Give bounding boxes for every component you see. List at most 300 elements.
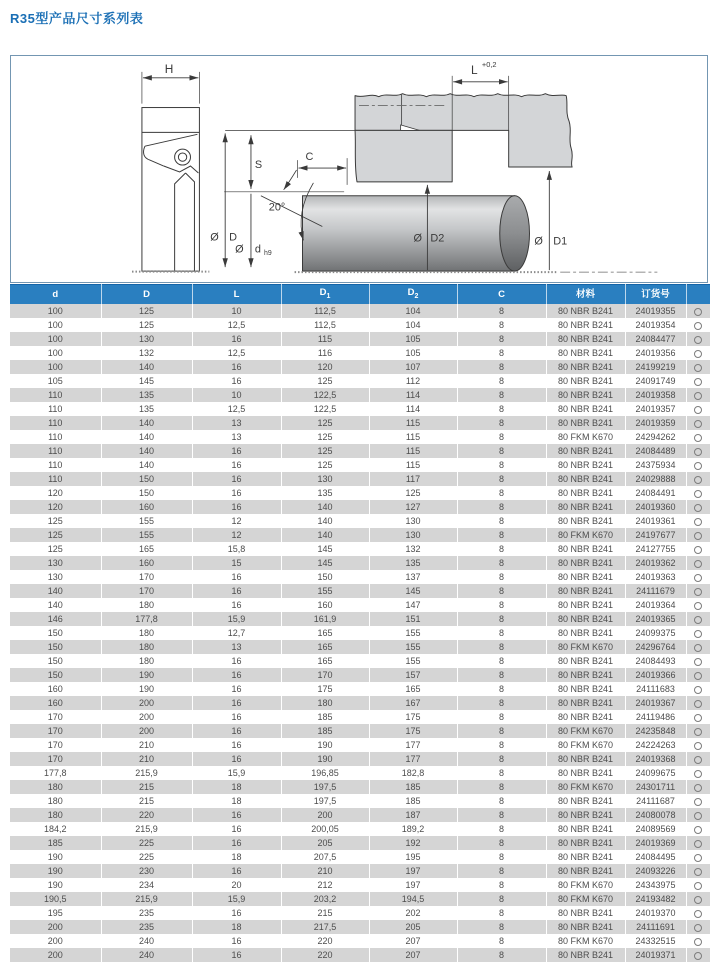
table-cell: 150 [101, 472, 192, 486]
table-cell: 8 [457, 360, 546, 374]
table-cell: 200 [47, 949, 63, 960]
table-cell: 170 [47, 739, 63, 750]
table-cell: 180 [101, 654, 192, 668]
table-cell: 8 [457, 878, 546, 892]
table-cell-status [686, 304, 710, 318]
table-row [10, 304, 710, 318]
table-row [10, 570, 710, 584]
table-cell: 12,5 [192, 318, 281, 332]
table-row [10, 444, 710, 458]
table-cell: 112,5 [281, 304, 369, 318]
table-cell: 135 [101, 388, 192, 402]
ring-icon [694, 448, 702, 456]
table-cell: 175 [369, 724, 457, 738]
table-cell: 165 [281, 654, 369, 668]
table-cell: 112 [369, 374, 457, 388]
table-cell-status [686, 472, 710, 486]
table-cell: 185 [281, 710, 369, 724]
svg-text:L: L [471, 62, 478, 77]
table-cell: 190,5 [43, 893, 67, 904]
table-header-row [10, 285, 710, 304]
table-row [10, 794, 710, 808]
table-cell: 145 [281, 542, 369, 556]
table-cell: 8 [457, 808, 546, 822]
table-cell: 24197677 [625, 528, 686, 542]
table-cell: 8 [457, 598, 546, 612]
table-cell: 15,9 [192, 612, 281, 626]
table-cell: 80 NBR B241 [546, 416, 625, 430]
table-cell: 125 [281, 430, 369, 444]
svg-text:Ø d h9: Ø d $_{h9}$ [235, 243, 272, 258]
column-header-d: d [10, 285, 101, 304]
table-cell: 240 [101, 948, 192, 962]
table-cell: 80 FKM K670 [546, 878, 625, 892]
table-cell-status [686, 920, 710, 934]
table-cell: 150 [47, 641, 63, 652]
table-cell: 80 NBR B241 [546, 346, 625, 360]
table-cell: 8 [457, 402, 546, 416]
table-cell: 80 NBR B241 [546, 808, 625, 822]
column-header-material: 材料 [546, 285, 625, 304]
table-cell-status [686, 416, 710, 430]
ring-icon [694, 420, 702, 428]
table-cell: 234 [101, 878, 192, 892]
table-cell: 170 [47, 725, 63, 736]
table-cell-status [686, 710, 710, 724]
table-cell: 215,9 [101, 892, 192, 906]
table-cell: 140 [281, 500, 369, 514]
ring-icon [694, 406, 702, 414]
table-cell: 80 FKM K670 [546, 738, 625, 752]
table-row [10, 710, 710, 724]
table-cell-status [686, 430, 710, 444]
table-cell: 130 [47, 571, 63, 582]
table-cell: 80 NBR B241 [546, 514, 625, 528]
table-cell-status [686, 766, 710, 780]
dim-D1 [534, 171, 567, 270]
table-row [10, 388, 710, 402]
seal-profile [132, 108, 209, 272]
table-cell: 155 [369, 640, 457, 654]
table-row [10, 374, 710, 388]
table-cell: 194,5 [369, 892, 457, 906]
ring-icon [694, 826, 702, 834]
table-cell: 137 [369, 570, 457, 584]
table-cell: 24019367 [625, 696, 686, 710]
table-cell: 150 [101, 486, 192, 500]
table-cell: 200 [281, 808, 369, 822]
ring-icon [694, 700, 702, 708]
ring-icon [694, 756, 702, 764]
table-cell: 160 [281, 598, 369, 612]
table-cell: 105 [47, 375, 63, 386]
table-cell: 24084489 [625, 444, 686, 458]
table-cell: 125 [101, 304, 192, 318]
table-cell: 24235848 [625, 724, 686, 738]
table-cell: 122,5 [281, 402, 369, 416]
table-cell: 200 [101, 724, 192, 738]
table-cell: 24296764 [625, 640, 686, 654]
table-cell: 215 [101, 794, 192, 808]
ring-icon [694, 602, 702, 610]
svg-text:20°: 20° [268, 201, 286, 214]
table-cell: 215 [101, 780, 192, 794]
table-cell: 24332515 [625, 934, 686, 948]
table-cell: 24084491 [625, 486, 686, 500]
table-cell: 80 NBR B241 [546, 696, 625, 710]
table-cell-status [686, 892, 710, 906]
column-header-D: D [101, 285, 192, 304]
table-cell: 190 [101, 668, 192, 682]
table-cell: 235 [101, 920, 192, 934]
table-cell: 175 [369, 710, 457, 724]
ring-icon [694, 630, 702, 638]
table-cell: 24019363 [625, 570, 686, 584]
table-cell: 80 NBR B241 [546, 822, 625, 836]
table-cell: 16 [192, 458, 281, 472]
svg-text:H: H [164, 61, 174, 76]
ring-icon [694, 378, 702, 386]
table-cell: 140 [101, 416, 192, 430]
table-cell: 8 [457, 542, 546, 556]
table-cell: 18 [192, 794, 281, 808]
table-row [10, 458, 710, 472]
table-cell: 112,5 [281, 318, 369, 332]
table-cell-status [686, 542, 710, 556]
table-cell: 140 [101, 444, 192, 458]
table-cell-status [686, 808, 710, 822]
table-cell: 8 [457, 766, 546, 780]
svg-text:+0,2: +0,2 [481, 59, 497, 69]
table-cell-status [686, 388, 710, 402]
table-cell: 125 [281, 374, 369, 388]
table-cell: 122,5 [281, 388, 369, 402]
table-cell-status [686, 346, 710, 360]
table-cell-status [686, 822, 710, 836]
table-cell: 13 [192, 640, 281, 654]
table-cell: 225 [101, 850, 192, 864]
table-cell: 130 [101, 332, 192, 346]
table-row [10, 430, 710, 444]
table-cell: 210 [101, 752, 192, 766]
table-cell-status [686, 486, 710, 500]
table-cell: 125 [369, 486, 457, 500]
table-cell: 197,5 [281, 794, 369, 808]
table-cell-status [686, 738, 710, 752]
table-cell-status [686, 318, 710, 332]
table-cell: 80 NBR B241 [546, 458, 625, 472]
table-cell: 151 [369, 612, 457, 626]
table-cell-status [686, 696, 710, 710]
table-row [10, 906, 710, 920]
table-cell: 24193482 [625, 892, 686, 906]
ring-icon [694, 952, 702, 960]
table-cell: 160 [47, 683, 63, 694]
table-cell: 125 [281, 444, 369, 458]
technical-drawing [10, 55, 708, 283]
table-cell: 80 FKM K670 [546, 430, 625, 444]
table-row [10, 318, 710, 332]
table-cell: 24099375 [625, 626, 686, 640]
table-cell: 80 FKM K670 [546, 892, 625, 906]
table-cell: 8 [457, 444, 546, 458]
table-cell: 145 [101, 374, 192, 388]
table-cell: 12,5 [192, 402, 281, 416]
ring-icon [694, 938, 702, 946]
table-cell: 16 [192, 738, 281, 752]
table-cell: 145 [369, 584, 457, 598]
table-cell: 80 NBR B241 [546, 920, 625, 934]
table-cell: 24093226 [625, 864, 686, 878]
table-cell: 105 [369, 346, 457, 360]
table-cell: 100 [47, 305, 63, 316]
table-cell-status [686, 598, 710, 612]
table-cell-status [686, 556, 710, 570]
table-cell: 80 NBR B241 [546, 556, 625, 570]
table-cell: 24127755 [625, 542, 686, 556]
table-cell: 192 [369, 836, 457, 850]
table-cell-status [686, 780, 710, 794]
table-cell: 24111679 [625, 584, 686, 598]
table-cell: 8 [457, 626, 546, 640]
table-cell-status [686, 850, 710, 864]
table-row [10, 514, 710, 528]
table-cell: 80 NBR B241 [546, 388, 625, 402]
table-cell: 110 [48, 459, 63, 470]
table-cell: 18 [192, 920, 281, 934]
table-cell: 180 [47, 795, 63, 806]
table-cell: 165 [281, 626, 369, 640]
table-cell: 80 NBR B241 [546, 360, 625, 374]
table-cell: 135 [101, 402, 192, 416]
table-cell: 80 NBR B241 [546, 584, 625, 598]
table-cell: 24084477 [625, 332, 686, 346]
table-row [10, 654, 710, 668]
table-cell: 20 [192, 878, 281, 892]
table-cell: 16 [192, 864, 281, 878]
table-cell: 24119486 [625, 710, 686, 724]
table-cell: 120 [47, 501, 63, 512]
table-cell: 24019364 [625, 598, 686, 612]
table-row [10, 696, 710, 710]
table-cell: 12,7 [192, 626, 281, 640]
table-cell: 100 [47, 361, 63, 372]
dim-H [142, 62, 199, 104]
table-cell: 80 NBR B241 [546, 542, 625, 556]
table-cell: 24111683 [625, 682, 686, 696]
table-cell: 185 [369, 780, 457, 794]
column-header-L: L [192, 285, 281, 304]
table-cell: 127 [369, 500, 457, 514]
table-cell: 197 [369, 864, 457, 878]
table-cell: 150 [47, 669, 63, 680]
table-cell: 8 [457, 514, 546, 528]
table-cell: 16 [192, 500, 281, 514]
table-cell: 8 [457, 374, 546, 388]
column-header-C: C [457, 285, 546, 304]
ring-icon [694, 546, 702, 554]
table-cell: 24019366 [625, 668, 686, 682]
table-cell: 145 [281, 556, 369, 570]
table-cell: 115 [369, 458, 457, 472]
table-cell: 80 NBR B241 [546, 304, 625, 318]
table-cell: 140 [47, 585, 63, 596]
seal-installation-diagram [11, 56, 707, 282]
table-cell: 8 [457, 458, 546, 472]
table-cell: 24301711 [625, 780, 686, 794]
table-cell: 12 [192, 528, 281, 542]
table-cell: 140 [281, 528, 369, 542]
ring-icon [694, 434, 702, 442]
column-header-status [686, 285, 710, 304]
table-cell: 8 [457, 752, 546, 766]
table-cell: 24019356 [625, 346, 686, 360]
table-cell-status [686, 514, 710, 528]
table-cell: 130 [369, 528, 457, 542]
table-cell: 12 [192, 514, 281, 528]
table-cell: 240 [101, 934, 192, 948]
ring-icon [694, 322, 702, 330]
table-cell: 205 [281, 836, 369, 850]
table-row [10, 346, 710, 360]
table-cell-status [686, 794, 710, 808]
table-cell: 8 [457, 570, 546, 584]
table-cell: 80 FKM K670 [546, 528, 625, 542]
table-cell: 190 [101, 682, 192, 696]
table-cell: 140 [101, 360, 192, 374]
table-cell-status [686, 626, 710, 640]
table-cell: 180 [47, 809, 63, 820]
table-cell: 220 [281, 934, 369, 948]
ring-icon [694, 882, 702, 890]
table-row [10, 640, 710, 654]
table-cell: 150 [47, 627, 63, 638]
table-cell: 130 [281, 472, 369, 486]
table-cell: 8 [457, 948, 546, 962]
ring-icon [694, 476, 702, 484]
table-cell: 24019355 [625, 304, 686, 318]
ring-icon [694, 714, 702, 722]
table-cell: 80 NBR B241 [546, 486, 625, 500]
table-cell: 147 [369, 598, 457, 612]
table-cell: 125 [101, 318, 192, 332]
table-cell: 177,8 [43, 767, 67, 778]
table-cell: 203,2 [281, 892, 369, 906]
table-row [10, 724, 710, 738]
table-cell: 167 [369, 696, 457, 710]
table-cell: 185 [47, 837, 63, 848]
table-cell: 16 [192, 948, 281, 962]
table-cell-status [686, 360, 710, 374]
table-cell: 197 [369, 878, 457, 892]
ring-icon [694, 364, 702, 372]
table-cell: 8 [457, 892, 546, 906]
table-cell: 8 [457, 318, 546, 332]
table-cell: 207 [369, 948, 457, 962]
table-cell: 110 [48, 445, 63, 456]
ring-icon [694, 490, 702, 498]
table-cell: 18 [192, 850, 281, 864]
table-cell: 190 [47, 865, 63, 876]
table-cell: 80 NBR B241 [546, 444, 625, 458]
table-cell: 197,5 [281, 780, 369, 794]
table-cell: 80 NBR B241 [546, 850, 625, 864]
table-cell: 80 NBR B241 [546, 836, 625, 850]
table-body [10, 304, 710, 962]
table-cell: 80 NBR B241 [546, 864, 625, 878]
table-cell: 16 [192, 752, 281, 766]
column-header-order-no: 订货号 [625, 285, 686, 304]
table-cell: 150 [281, 570, 369, 584]
table-cell: 115 [369, 416, 457, 430]
shaft [295, 196, 658, 272]
table-cell: 170 [47, 711, 63, 722]
table-row [10, 332, 710, 346]
table-cell: 24019354 [625, 318, 686, 332]
table-row [10, 738, 710, 752]
table-cell: 8 [457, 472, 546, 486]
table-cell: 225 [101, 836, 192, 850]
table-cell-status [686, 752, 710, 766]
table-cell: 8 [457, 920, 546, 934]
table-cell: 80 NBR B241 [546, 402, 625, 416]
svg-text:C: C [305, 151, 314, 164]
ring-icon [694, 728, 702, 736]
table-cell: 8 [457, 528, 546, 542]
table-cell: 24019360 [625, 500, 686, 514]
table-cell: 24019371 [625, 948, 686, 962]
table-cell-status [686, 724, 710, 738]
table-cell: 16 [192, 836, 281, 850]
table-cell-status [686, 654, 710, 668]
table-cell: 177 [369, 738, 457, 752]
table-cell: 24294262 [625, 430, 686, 444]
table-cell: 180 [101, 640, 192, 654]
table-cell: 24084493 [625, 654, 686, 668]
table-cell: 190 [281, 752, 369, 766]
table-cell-status [686, 584, 710, 598]
table-cell: 155 [101, 528, 192, 542]
table-cell: 110 [48, 431, 63, 442]
table-cell: 200 [47, 935, 63, 946]
table-cell: 160 [101, 500, 192, 514]
table-cell: 8 [457, 388, 546, 402]
table-cell: 8 [457, 696, 546, 710]
table-cell-status [686, 682, 710, 696]
table-cell: 8 [457, 822, 546, 836]
table-cell: 80 NBR B241 [546, 668, 625, 682]
table-row [10, 556, 710, 570]
table-cell: 165 [281, 640, 369, 654]
table-cell: 24091749 [625, 374, 686, 388]
table-cell: 80 NBR B241 [546, 612, 625, 626]
table-cell: 80 NBR B241 [546, 332, 625, 346]
table-cell: 116 [281, 346, 369, 360]
table-cell: 207,5 [281, 850, 369, 864]
table-cell: 8 [457, 486, 546, 500]
table-cell: 8 [457, 430, 546, 444]
table-cell: 13 [192, 430, 281, 444]
table-cell: 182,8 [369, 766, 457, 780]
table-cell: 80 NBR B241 [546, 654, 625, 668]
table-cell: 200 [101, 710, 192, 724]
table-cell: 110 [48, 389, 63, 400]
table-cell: 140 [101, 458, 192, 472]
table-row [10, 416, 710, 430]
page-title: R35型产品尺寸系列表 [10, 11, 144, 26]
table-row [10, 780, 710, 794]
table-cell: 190 [281, 738, 369, 752]
